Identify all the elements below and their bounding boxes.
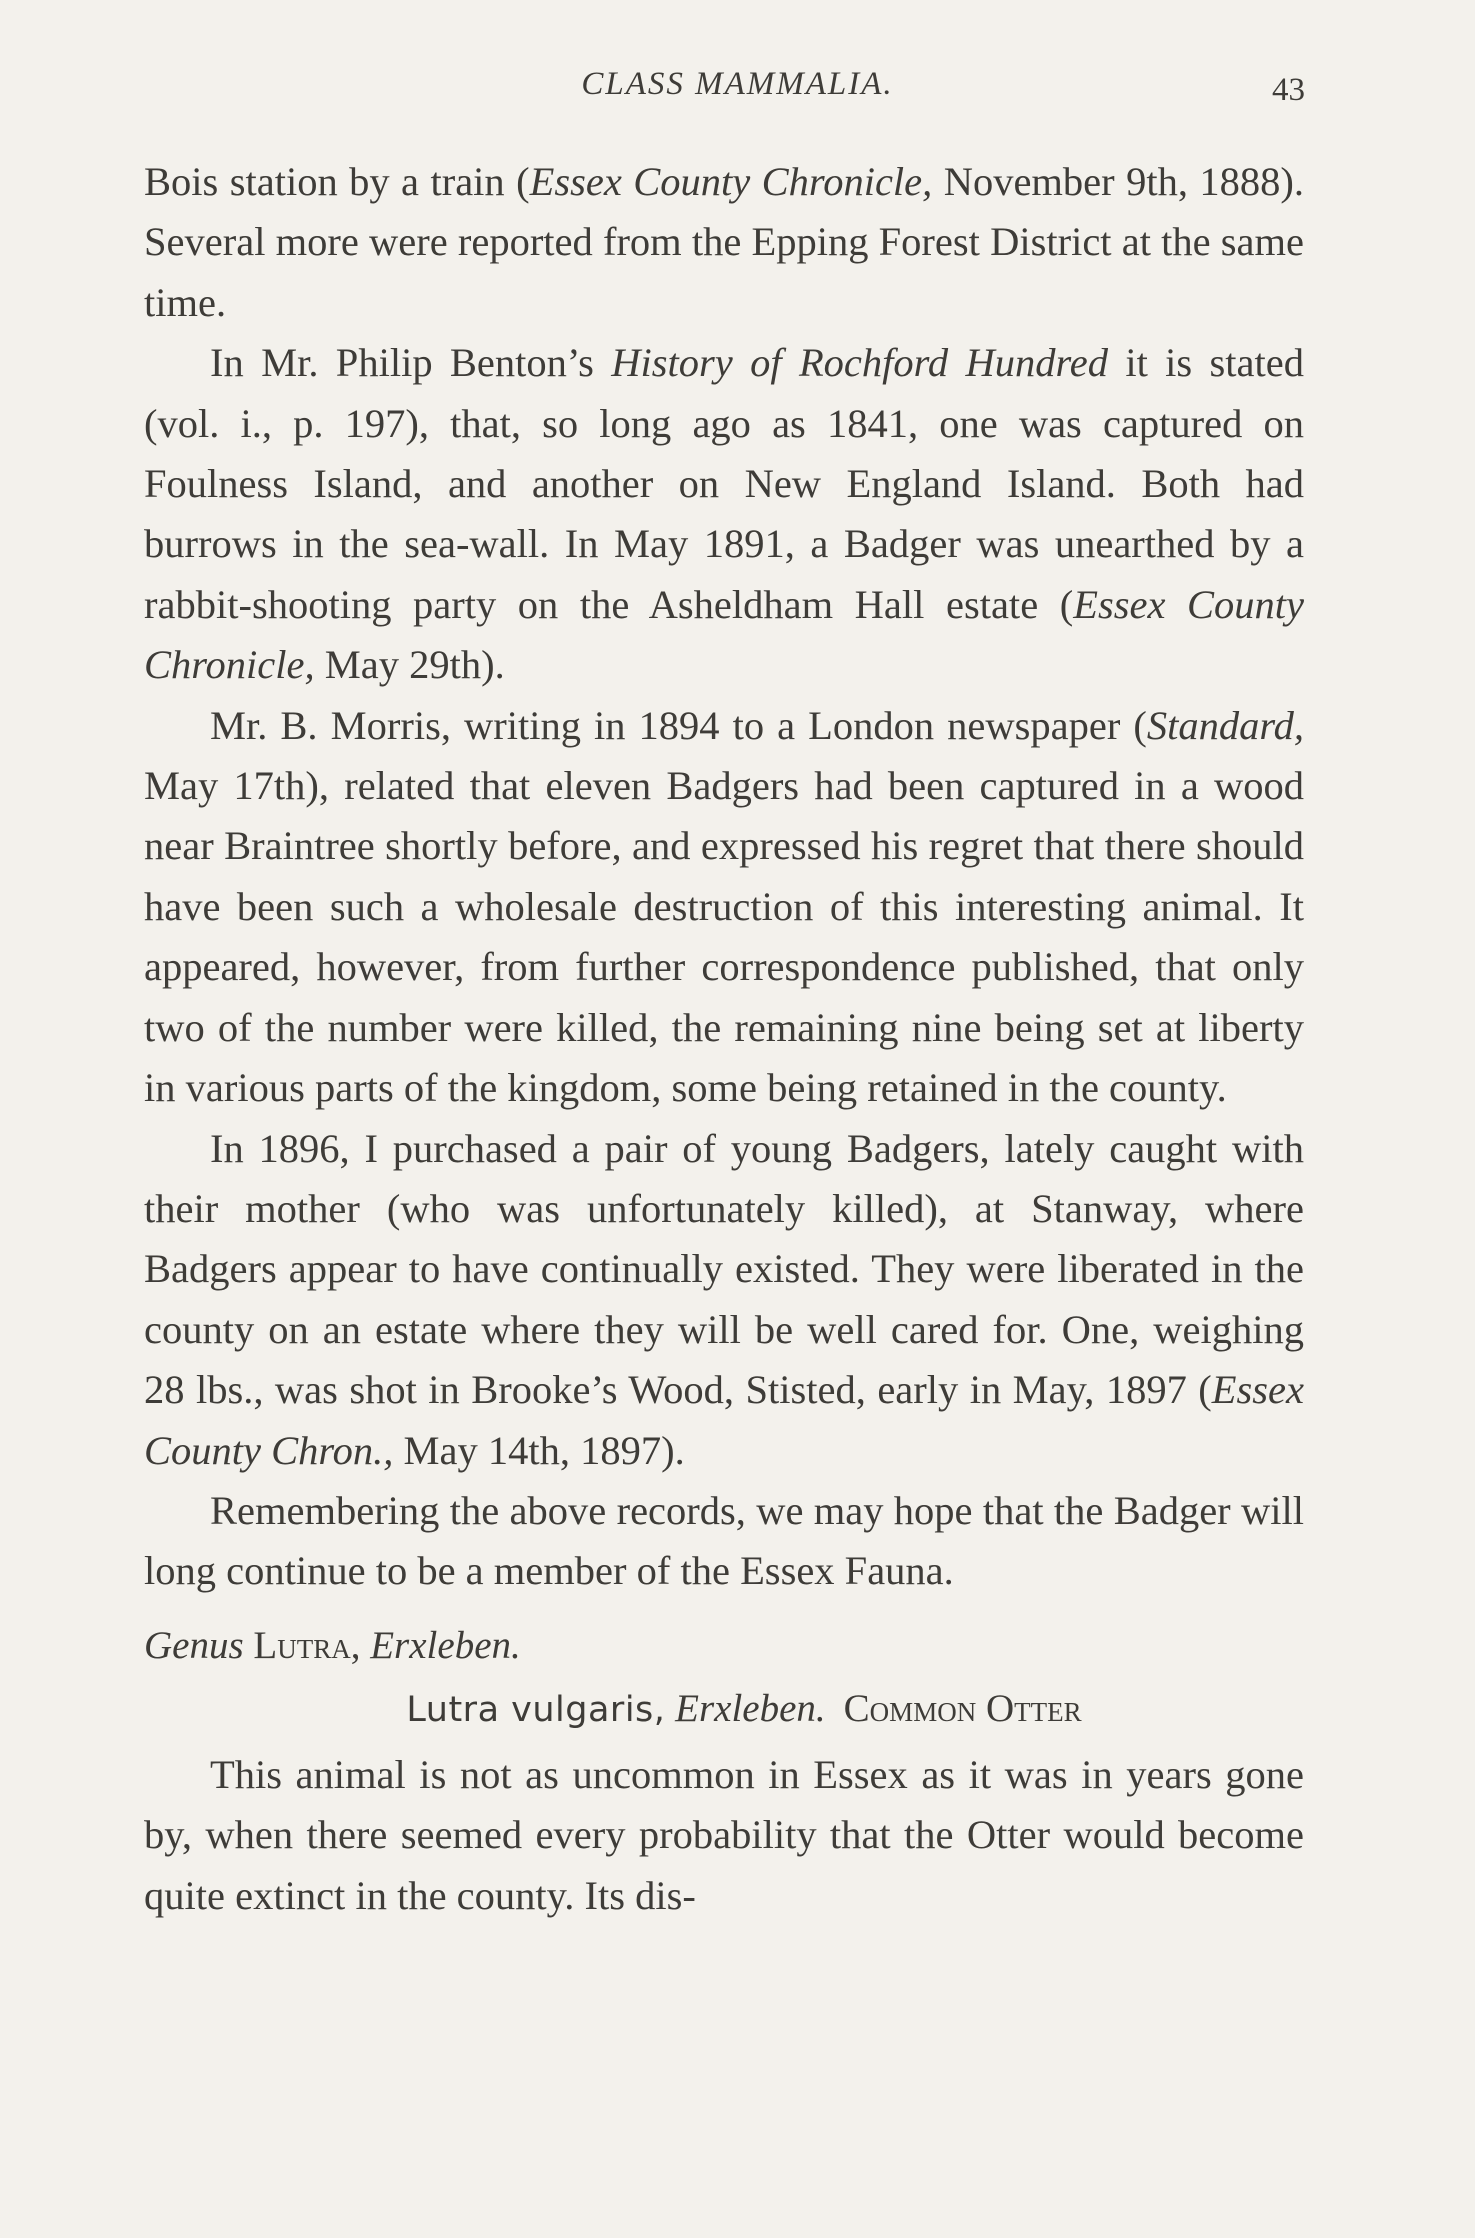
paragraph-6 [144, 1745, 1304, 1926]
paragraph-text: Bois station by a train ( [144, 159, 530, 204]
paragraph-4 [144, 1119, 1304, 1481]
book-title: History of Rochford Hundred [611, 340, 1108, 386]
paragraph-text: Mr. B. Morris, writing in 1894 to a London newspaper ( [210, 702, 1147, 748]
citation-title: Standard, [1146, 702, 1304, 748]
citation-title: Essex County Chronicle, [529, 159, 933, 204]
paragraph-text: In Mr. Philip Benton’s [210, 340, 612, 386]
page-number: 43 [1272, 72, 1305, 108]
paragraph-text: May 14th, 1897). [393, 1427, 685, 1473]
genus-word: Genus [144, 1623, 244, 1667]
species-authority: Erxleben. [675, 1686, 826, 1730]
genus-name: Lutra, [253, 1623, 361, 1667]
body-text [144, 152, 1304, 1926]
paragraph-text: In 1896, I purchased a pair of young Badgers, lately caught with their mother (who was unfortunately killed), at Stanway, where Badgers appear to have continually existed. They were liberated in the county on an estate where they will be well cared for. One, weighing 28 lbs., was shot in Brooke’s Wood, Stisted, early in May, 1897 ( [144, 1125, 1304, 1413]
citation-title: Essex County Chron., [144, 1367, 1304, 1473]
running-head [0, 66, 1475, 116]
paragraph-text: Remembering the above records, we may hope that the Badger will long continue to be a member of the Essex Fauna. [144, 1487, 1304, 1594]
paragraph-2 [144, 333, 1304, 695]
paragraph-text: This animal is not as uncommon in Essex as it was in years gone by, when there seemed every probability that the Otter would become quite extinct in the county. Its dis- [144, 1751, 1304, 1918]
running-title: CLASS MAMMALIA. [581, 66, 894, 102]
species-heading [144, 1676, 1304, 1743]
paragraph-text: May 29th). [314, 642, 505, 688]
paragraph-text: May 17th), related that eleven Badgers had been captured in a wood near Braintree shortly before, and expressed his regret that there should have been such a wholesale destruction of this interesting animal. It appeared, however, from further correspondence published, that only two of the number were killed, the remaining nine being set at liberty in various parts of the kingdom, some being retained in the county. [144, 763, 1304, 1111]
paragraph-3 [144, 696, 1304, 1119]
common-name: Common Otter [843, 1686, 1082, 1730]
genus-authority: Erxleben. [370, 1623, 521, 1667]
paragraph-1 [144, 152, 1304, 333]
genus-heading [144, 1616, 1304, 1676]
scientific-name: Lutra vulgaris, [406, 1689, 666, 1730]
citation-title: Essex County Chronicle, [144, 581, 1304, 688]
paragraph-5 [144, 1481, 1304, 1602]
paragraph-text: it is stated (vol. i., p. 197), that, so long ago as 1841, one was captured on Foulness Island, and another on New England Island. Both had burrows in the sea-wall. In May 1891, a Badger was unearthed by a rabbit-shooting party on the Asheldham Hall estate ( [144, 340, 1304, 627]
paragraph-text: November 9th, 1888). Several more were reported from the Epping Forest District at the same time. [144, 159, 1304, 325]
